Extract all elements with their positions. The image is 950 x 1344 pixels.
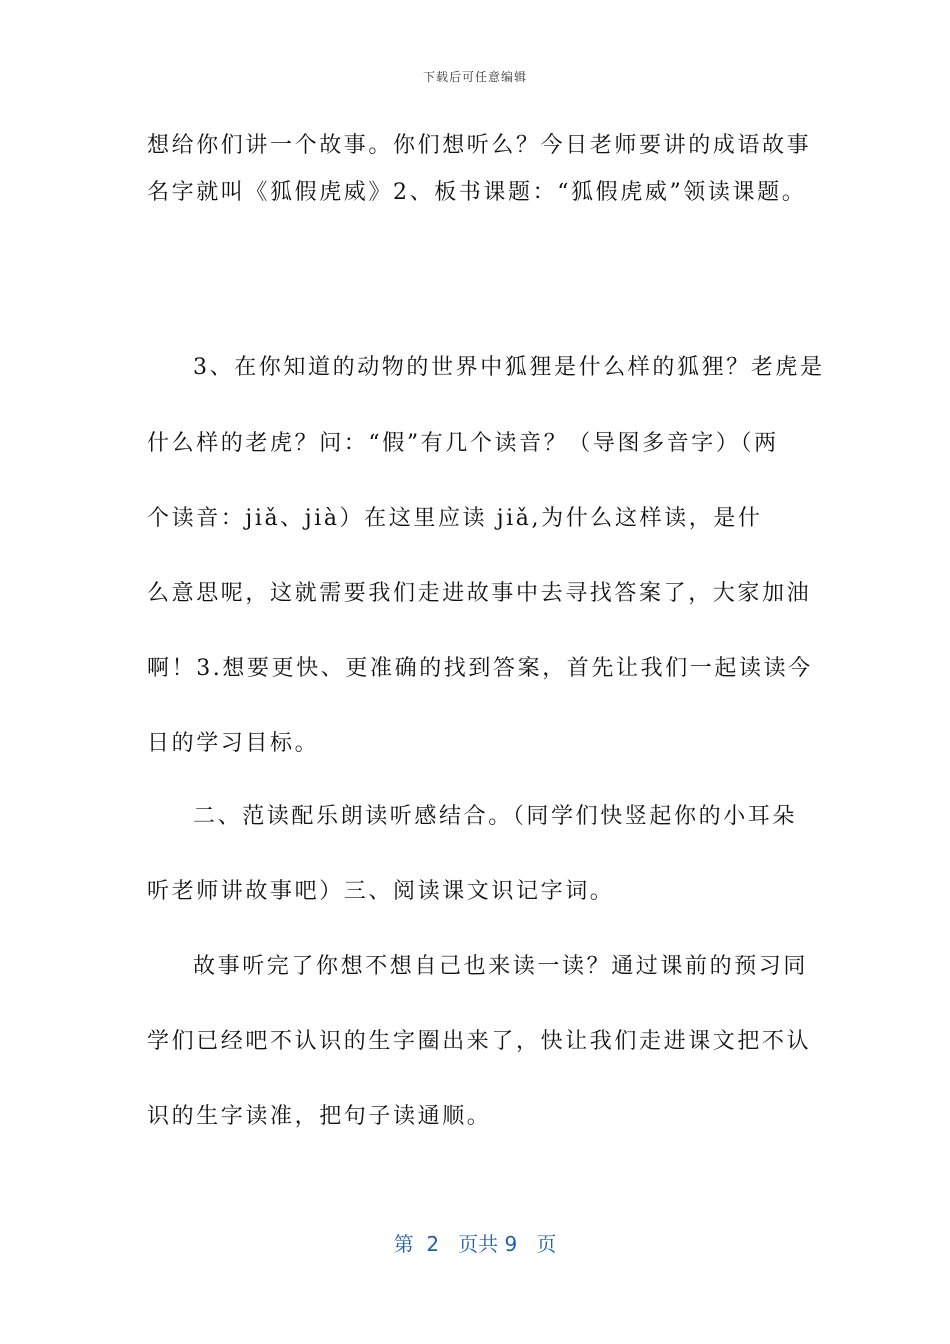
text-line: 个读音：jiǎ、jià）在这里应读 jiǎ,为什么这样读，是什: [147, 506, 763, 531]
text-line: 什么样的老虎？问：“假”有几个读音？（导图多音字）（两: [147, 431, 779, 456]
text-line: 日的学习目标。: [147, 731, 320, 756]
text-line: 么意思呢，这就需要我们走进故事中去寻找答案了，大家加油: [147, 581, 812, 606]
text-line: 名字就叫《狐假虎威》2、板书课题：“狐假虎威”领读课题。: [147, 180, 807, 205]
text-line: 识的生字读准，把句子读通顺。: [147, 1104, 492, 1129]
text-line: 听老师讲故事吧）三、阅读课文识记字词。: [147, 879, 615, 904]
text-line: 啊！3.想要更快、更准确的找到答案，首先让我们一起读读今: [147, 656, 813, 681]
page-header: 下载后可任意编辑: [422, 70, 527, 84]
page-number-footer: 第 2 页共 9 页: [393, 1232, 557, 1256]
text-line: 二、范读配乐朗读听感结合。（同学们快竖起你的小耳朵: [193, 804, 798, 829]
text-line: 想给你们讲一个故事。你们想听么？今日老师要讲的成语故事: [147, 133, 812, 158]
text-line: 故事听完了你想不想自己也来读一读？通过课前的预习同: [193, 954, 809, 979]
text-line: 3、在你知道的动物的世界中狐狸是什么样的狐狸？老虎是: [193, 355, 825, 380]
text-line: 学们已经吧不认识的生字圈出来了，快让我们走进课文把不认: [147, 1029, 812, 1054]
